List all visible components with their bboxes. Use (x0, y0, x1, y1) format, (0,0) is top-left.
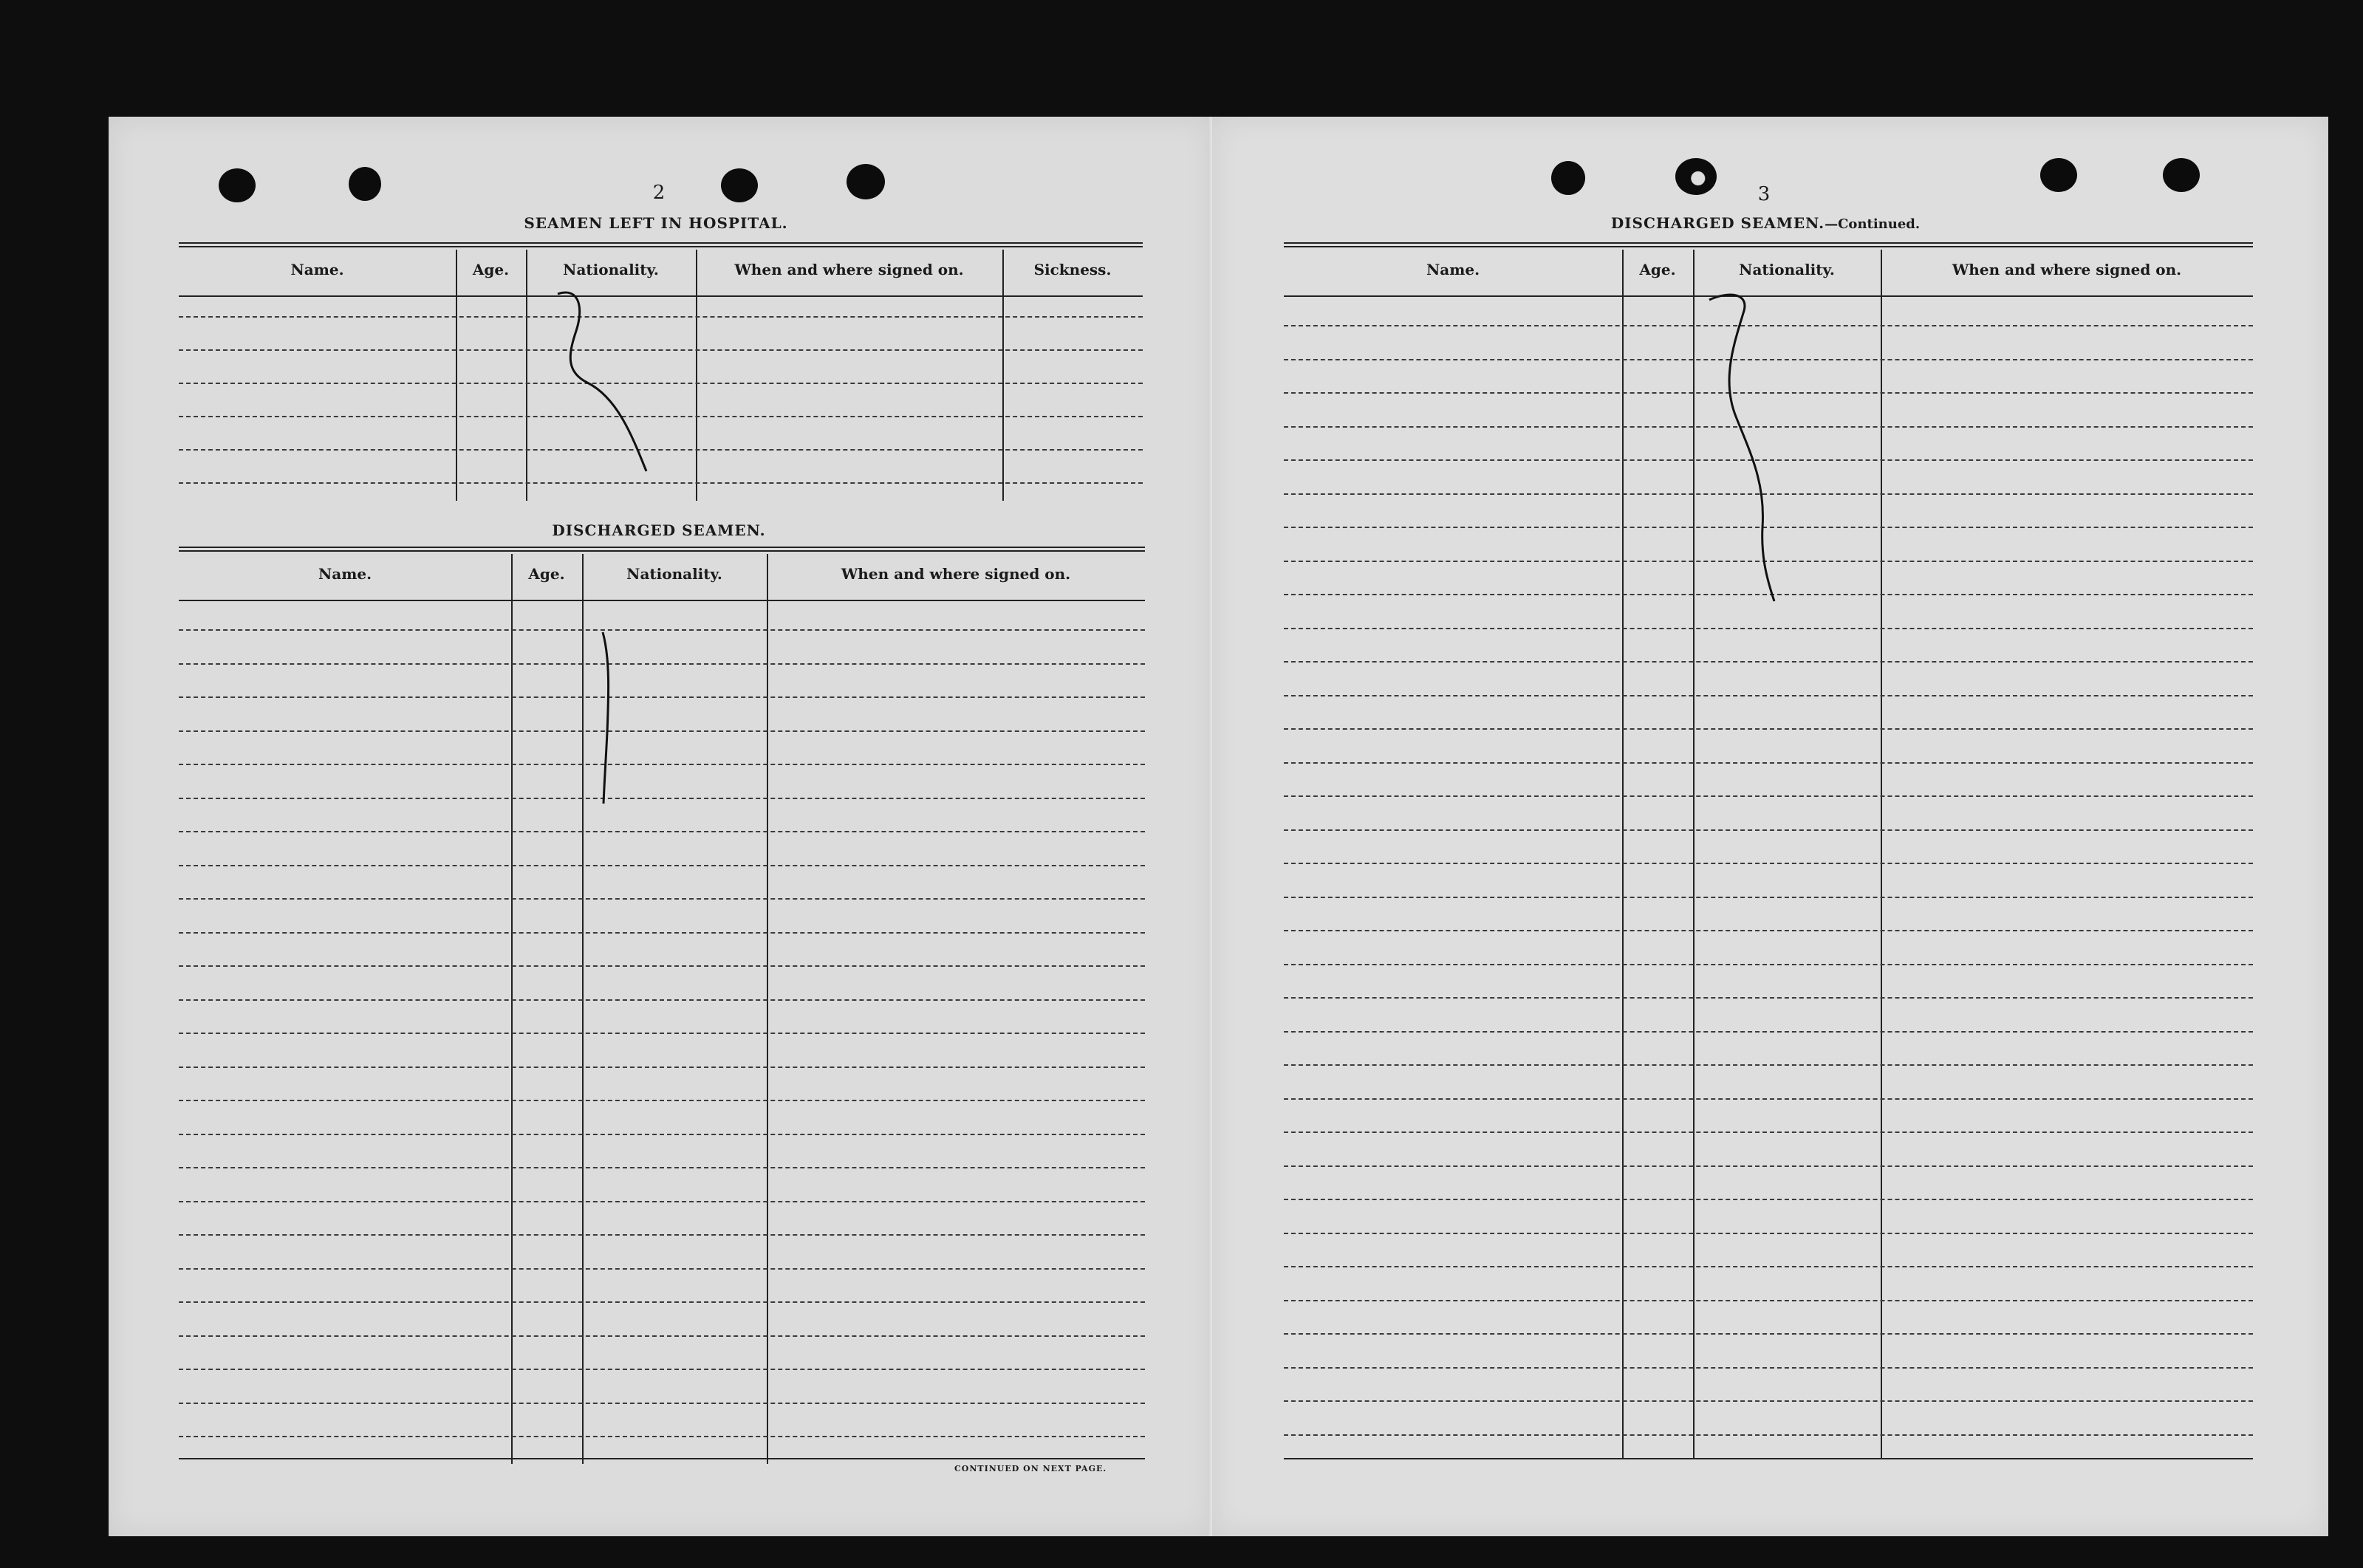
entry-line (1284, 897, 2253, 898)
page-number: 2 (652, 182, 666, 204)
table-bottom-rule (1284, 1458, 2253, 1459)
entry-line (179, 449, 1143, 451)
header-rule (179, 600, 1145, 601)
section-title-suffix: —Continued. (1825, 216, 1921, 232)
discharged-section-title: DISCHARGED SEAMEN. (552, 521, 766, 539)
entry-line (1284, 1434, 2253, 1436)
entry-line (179, 1403, 1145, 1404)
column-header-age: Age. (528, 565, 565, 583)
entry-line (1284, 1300, 2253, 1301)
entry-line (1284, 661, 2253, 663)
column-header-age: Age. (1639, 261, 1676, 278)
column-header-signed-on: When and where signed on. (734, 261, 964, 278)
entry-line (1284, 728, 2253, 730)
entry-line (179, 416, 1143, 417)
entry-line (179, 1167, 1145, 1168)
entry-line (179, 383, 1143, 384)
entry-line (1284, 863, 2253, 864)
entry-line (179, 965, 1145, 967)
entry-line (179, 1436, 1145, 1437)
header-rule (179, 295, 1143, 297)
entry-line (179, 1301, 1145, 1303)
punch-hole (1551, 161, 1585, 195)
entry-line (1284, 1199, 2253, 1200)
entry-line (179, 1268, 1145, 1270)
punch-hole (219, 168, 256, 202)
entry-line (1284, 1367, 2253, 1369)
hospital-section-title: SEAMEN LEFT IN HOSPITAL. (524, 214, 788, 232)
page-number: 3 (1757, 183, 1771, 205)
column-header-sickness: Sickness. (1033, 261, 1112, 278)
punch-hole (721, 168, 758, 202)
entry-line (179, 999, 1145, 1001)
column-divider (1693, 250, 1695, 1458)
entry-line (179, 730, 1145, 732)
column-header-name: Name. (290, 261, 344, 278)
column-header-nationality: Nationality. (1739, 261, 1835, 278)
column-header-nationality: Nationality. (626, 565, 722, 583)
pen-mark (598, 629, 620, 807)
entry-line (179, 1033, 1145, 1034)
entry-line (179, 696, 1145, 698)
table-top-rule (179, 547, 1145, 552)
entry-line (1284, 1031, 2253, 1033)
column-header-signed-on: When and where signed on. (1952, 261, 2182, 278)
entry-line (1284, 1064, 2253, 1066)
entry-line (1284, 762, 2253, 764)
column-header-age: Age. (472, 261, 510, 278)
column-divider (696, 250, 697, 501)
entry-line (179, 1067, 1145, 1068)
entry-line (1284, 1233, 2253, 1234)
entry-line (179, 1100, 1145, 1101)
hospital-table (179, 242, 1143, 508)
entry-line (1284, 1266, 2253, 1267)
punch-hole (1675, 158, 1717, 195)
entry-line (179, 831, 1145, 832)
discharged-table (179, 547, 1145, 1462)
column-header-name: Name. (1426, 261, 1480, 278)
entry-line (179, 865, 1145, 866)
punch-hole (349, 167, 381, 201)
punch-hole (2040, 158, 2077, 192)
column-header-signed-on: When and where signed on. (841, 565, 1071, 583)
punch-hole (847, 164, 885, 199)
entry-line (179, 1335, 1145, 1337)
column-divider (582, 554, 584, 1464)
entry-line (179, 932, 1145, 934)
entry-line (1284, 1132, 2253, 1133)
column-divider (767, 554, 768, 1464)
entry-line (1284, 829, 2253, 831)
entry-line (179, 1234, 1145, 1236)
entry-line (179, 349, 1143, 351)
pen-mark (1706, 291, 1825, 609)
entry-line (1284, 628, 2253, 629)
column-divider (511, 554, 513, 1464)
entry-line (179, 898, 1145, 900)
entry-line (179, 316, 1143, 318)
entry-line (1284, 1165, 2253, 1167)
entry-line (179, 1369, 1145, 1370)
continued-note: CONTINUED ON NEXT PAGE. (954, 1464, 1107, 1473)
column-divider (456, 250, 457, 501)
entry-line (1284, 695, 2253, 696)
entry-line (1284, 997, 2253, 999)
entry-line (1284, 795, 2253, 797)
entry-line (179, 663, 1145, 665)
entry-line (179, 764, 1145, 765)
discharged-continued-title (1611, 214, 1920, 232)
column-divider (1622, 250, 1624, 1458)
entry-line (179, 482, 1143, 484)
table-top-rule (179, 242, 1143, 247)
entry-line (179, 1134, 1145, 1135)
entry-line (1284, 964, 2253, 965)
entry-line (1284, 1333, 2253, 1335)
table-bottom-rule (179, 1458, 1145, 1459)
table-top-rule (1284, 242, 2253, 247)
entry-line (179, 1201, 1145, 1202)
punch-hole (2163, 158, 2200, 192)
column-divider (1881, 250, 1882, 1458)
column-divider (526, 250, 527, 501)
section-title-text: DISCHARGED SEAMEN. (1610, 214, 1825, 232)
entry-line (1284, 930, 2253, 931)
entry-line (1284, 1098, 2253, 1100)
column-header-nationality: Nationality. (563, 261, 659, 278)
pen-mark (550, 287, 654, 479)
entry-line (179, 629, 1145, 631)
column-header-name: Name. (318, 565, 372, 583)
column-divider (1002, 250, 1004, 501)
entry-line (179, 798, 1145, 799)
entry-line (1284, 1400, 2253, 1402)
